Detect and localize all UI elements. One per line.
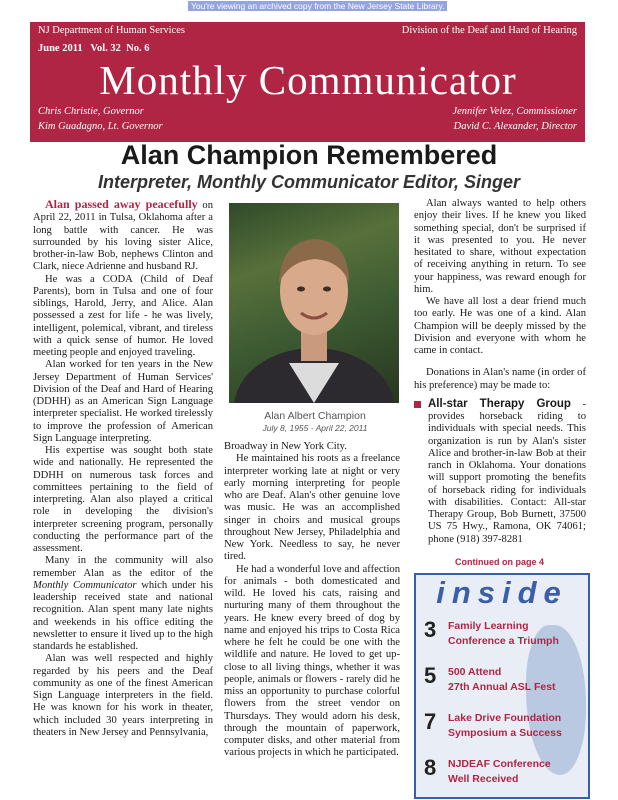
item-title-line-2: Symposium a Success — [448, 727, 562, 739]
paragraph: Alan worked for ten years in the New Jersey Department of Human Services' Division of the Deaf and Hard of Hearing (DDHH) as an American Sign Language interpreter specialist. He worked tirelessly to improve the profession of American Sign Language interpreting. — [33, 359, 213, 444]
article-column-2 — [224, 441, 400, 760]
photo-caption — [220, 410, 410, 433]
paragraph: His expertise was sought both state wide and nationally. He represented the DDHH on numerous task forces and committees pertaining to the field of interpreting. Alan also played a critical role in developing the division's interpreter screening program, personally conducting the performance part of the assessment. — [33, 445, 213, 554]
commissioner: Jennifer Velez, Commissioner — [452, 106, 577, 117]
page-number: 5 — [424, 663, 437, 688]
portrait-illustration — [229, 203, 399, 403]
paragraph: Broadway in New York City. — [224, 441, 347, 452]
item-title-line-2: 27th Annual ASL Fest — [448, 681, 556, 693]
article-subhead: Interpreter, Monthly Communicator Editor, Singer — [97, 172, 521, 192]
publication-name: Monthly Communicator — [33, 579, 137, 591]
paragraph: Alan always wanted to help others enjoy their lives. If he knew you liked something special, don't be surprised if it was presented to you. He never hesitated to share, without expectation of receiving anything in return. To see your happiness, was reward enough for him. — [414, 198, 586, 295]
article-column-3 — [414, 198, 586, 546]
director: David C. Alexander, Director — [453, 121, 577, 132]
donation-item — [414, 398, 586, 546]
paragraph: He maintained his roots as a freelance interpreter working late at night or very early morning interpreting for people who are Deaf. Alan's other genuine love was music. He was an accomplished singer in choirs and musical groups throughout New Jersey, Philadelphia and New York. Needless to say, he never tired. — [224, 453, 400, 563]
caption-name: Alan Albert Champion — [264, 410, 366, 422]
bullet-square-icon — [414, 401, 421, 408]
item-title-line-1: 500 Attend — [448, 666, 502, 678]
item-title-line-2: Well Received — [448, 773, 519, 785]
governor: Chris Christie, Governor — [38, 106, 144, 117]
lead-in: Alan passed away peacefully — [45, 197, 198, 211]
department-name: NJ Department of Human Services — [38, 25, 185, 36]
paragraph: We have all lost a dear friend much too early. He was one of a kind. Alan Champion will be deeply missed by the Division and everyone with whom he came in contact. — [414, 296, 586, 356]
donation-org-name: All-star Therapy Group — [428, 397, 571, 410]
item-title-line-1: Lake Drive Foundation — [448, 712, 562, 724]
issue-info: June 2011 Vol. 32 No. 6 — [38, 43, 150, 54]
donation-description: - provides horseback riding to individuals with special needs. This organization is run by Alan's sister Alice and brother-in-law Bob at their ranch in Oklahoma. Your donations will support promoting the benefits of horseback riding for individuals with disabilities. Contact: All-star Therapy Group, Bob Burnett, 37500 US 75 Hwy., Ramona, OK 74061; phone (918) 397-8281 — [428, 398, 586, 545]
page-number: 8 — [424, 755, 437, 780]
page-number: 3 — [424, 617, 437, 642]
article-column-1 — [33, 198, 213, 739]
paragraph: Alan was well respected and highly regarded by his peers and the Deaf community as one of the finest American Sign Language interpreters in the field. He was known for his work in theater, which included 30 years interpreting in theaters in New Jersey and Pennsylvania, — [33, 653, 213, 738]
paragraph: Many in the community will also remember Alan as the editor of the Monthly Communicator which under his leadership received state and national recognition. Alan spent many late nights and weekends in his office editing the newsletter to ensure it lived up to the high standards he established. — [33, 555, 213, 652]
item-title-line-2: Conference a Triumph — [448, 635, 559, 647]
portrait-photo — [229, 203, 399, 403]
inside-title: inside — [436, 575, 568, 610]
caption-dates: July 8, 1955 - April 22, 2011 — [262, 423, 368, 433]
division-name: Division of the Deaf and Hard of Hearing — [401, 25, 577, 36]
inside-this-issue-box — [414, 573, 590, 799]
item-title-line-1: Family Learning — [448, 620, 529, 632]
paragraph: He had a wonderful love and affection for animals - both domesticated and wild. He loved his cats, raising and nurturing many of them throughout the years. He knew every breed of dog by name and enjoyed his trips to Costa Rica where he felt he could be one with the wildlife and nature. He loved to get up-close to all living things, whether it was people, animals or flowers - rarely did he miss an opportunity to purchase colorful flowers from the street vendor on Thursdays. They would adorn his desk, through the mountain of paperwork, computer disks, and other material from various projects in which he participated. — [224, 563, 400, 759]
masthead-banner — [30, 22, 585, 142]
page-number: 7 — [424, 709, 437, 734]
continued-link[interactable]: Continued on page 4 — [455, 557, 544, 567]
paragraph: He was a CODA (Child of Deaf Parents), born in Tulsa and one of four siblings, Harold, Jerry, and Alice. Alan possessed a zest for life - he was lively, intelligent, polemical, vibrant, and tireless with a quick sense of humor. He loved meeting people and enjoyed traveling. — [33, 273, 213, 358]
paragraph: Donations in Alan's name (in order of his preference) may be made to: — [414, 367, 586, 391]
newsletter-title: Monthly Communicator — [99, 57, 517, 103]
paragraph: Alan passed away peacefully on April 22, 2011 in Tulsa, Oklahoma after a long battle with cancer. He was surrounded by his loving sister Alice, brother-in-law Bob, nephews Clinton and Clark, niece Adrienne and husband RJ. — [33, 197, 213, 273]
archive-notice[interactable]: You're viewing an archived copy from the New Jersey State Library. — [188, 1, 447, 11]
lt-governor: Kim Guadagno, Lt. Governor — [38, 121, 163, 132]
item-title-line-1: NJDEAF Conference — [448, 758, 551, 770]
article-headline: Alan Champion Remembered — [120, 140, 498, 170]
